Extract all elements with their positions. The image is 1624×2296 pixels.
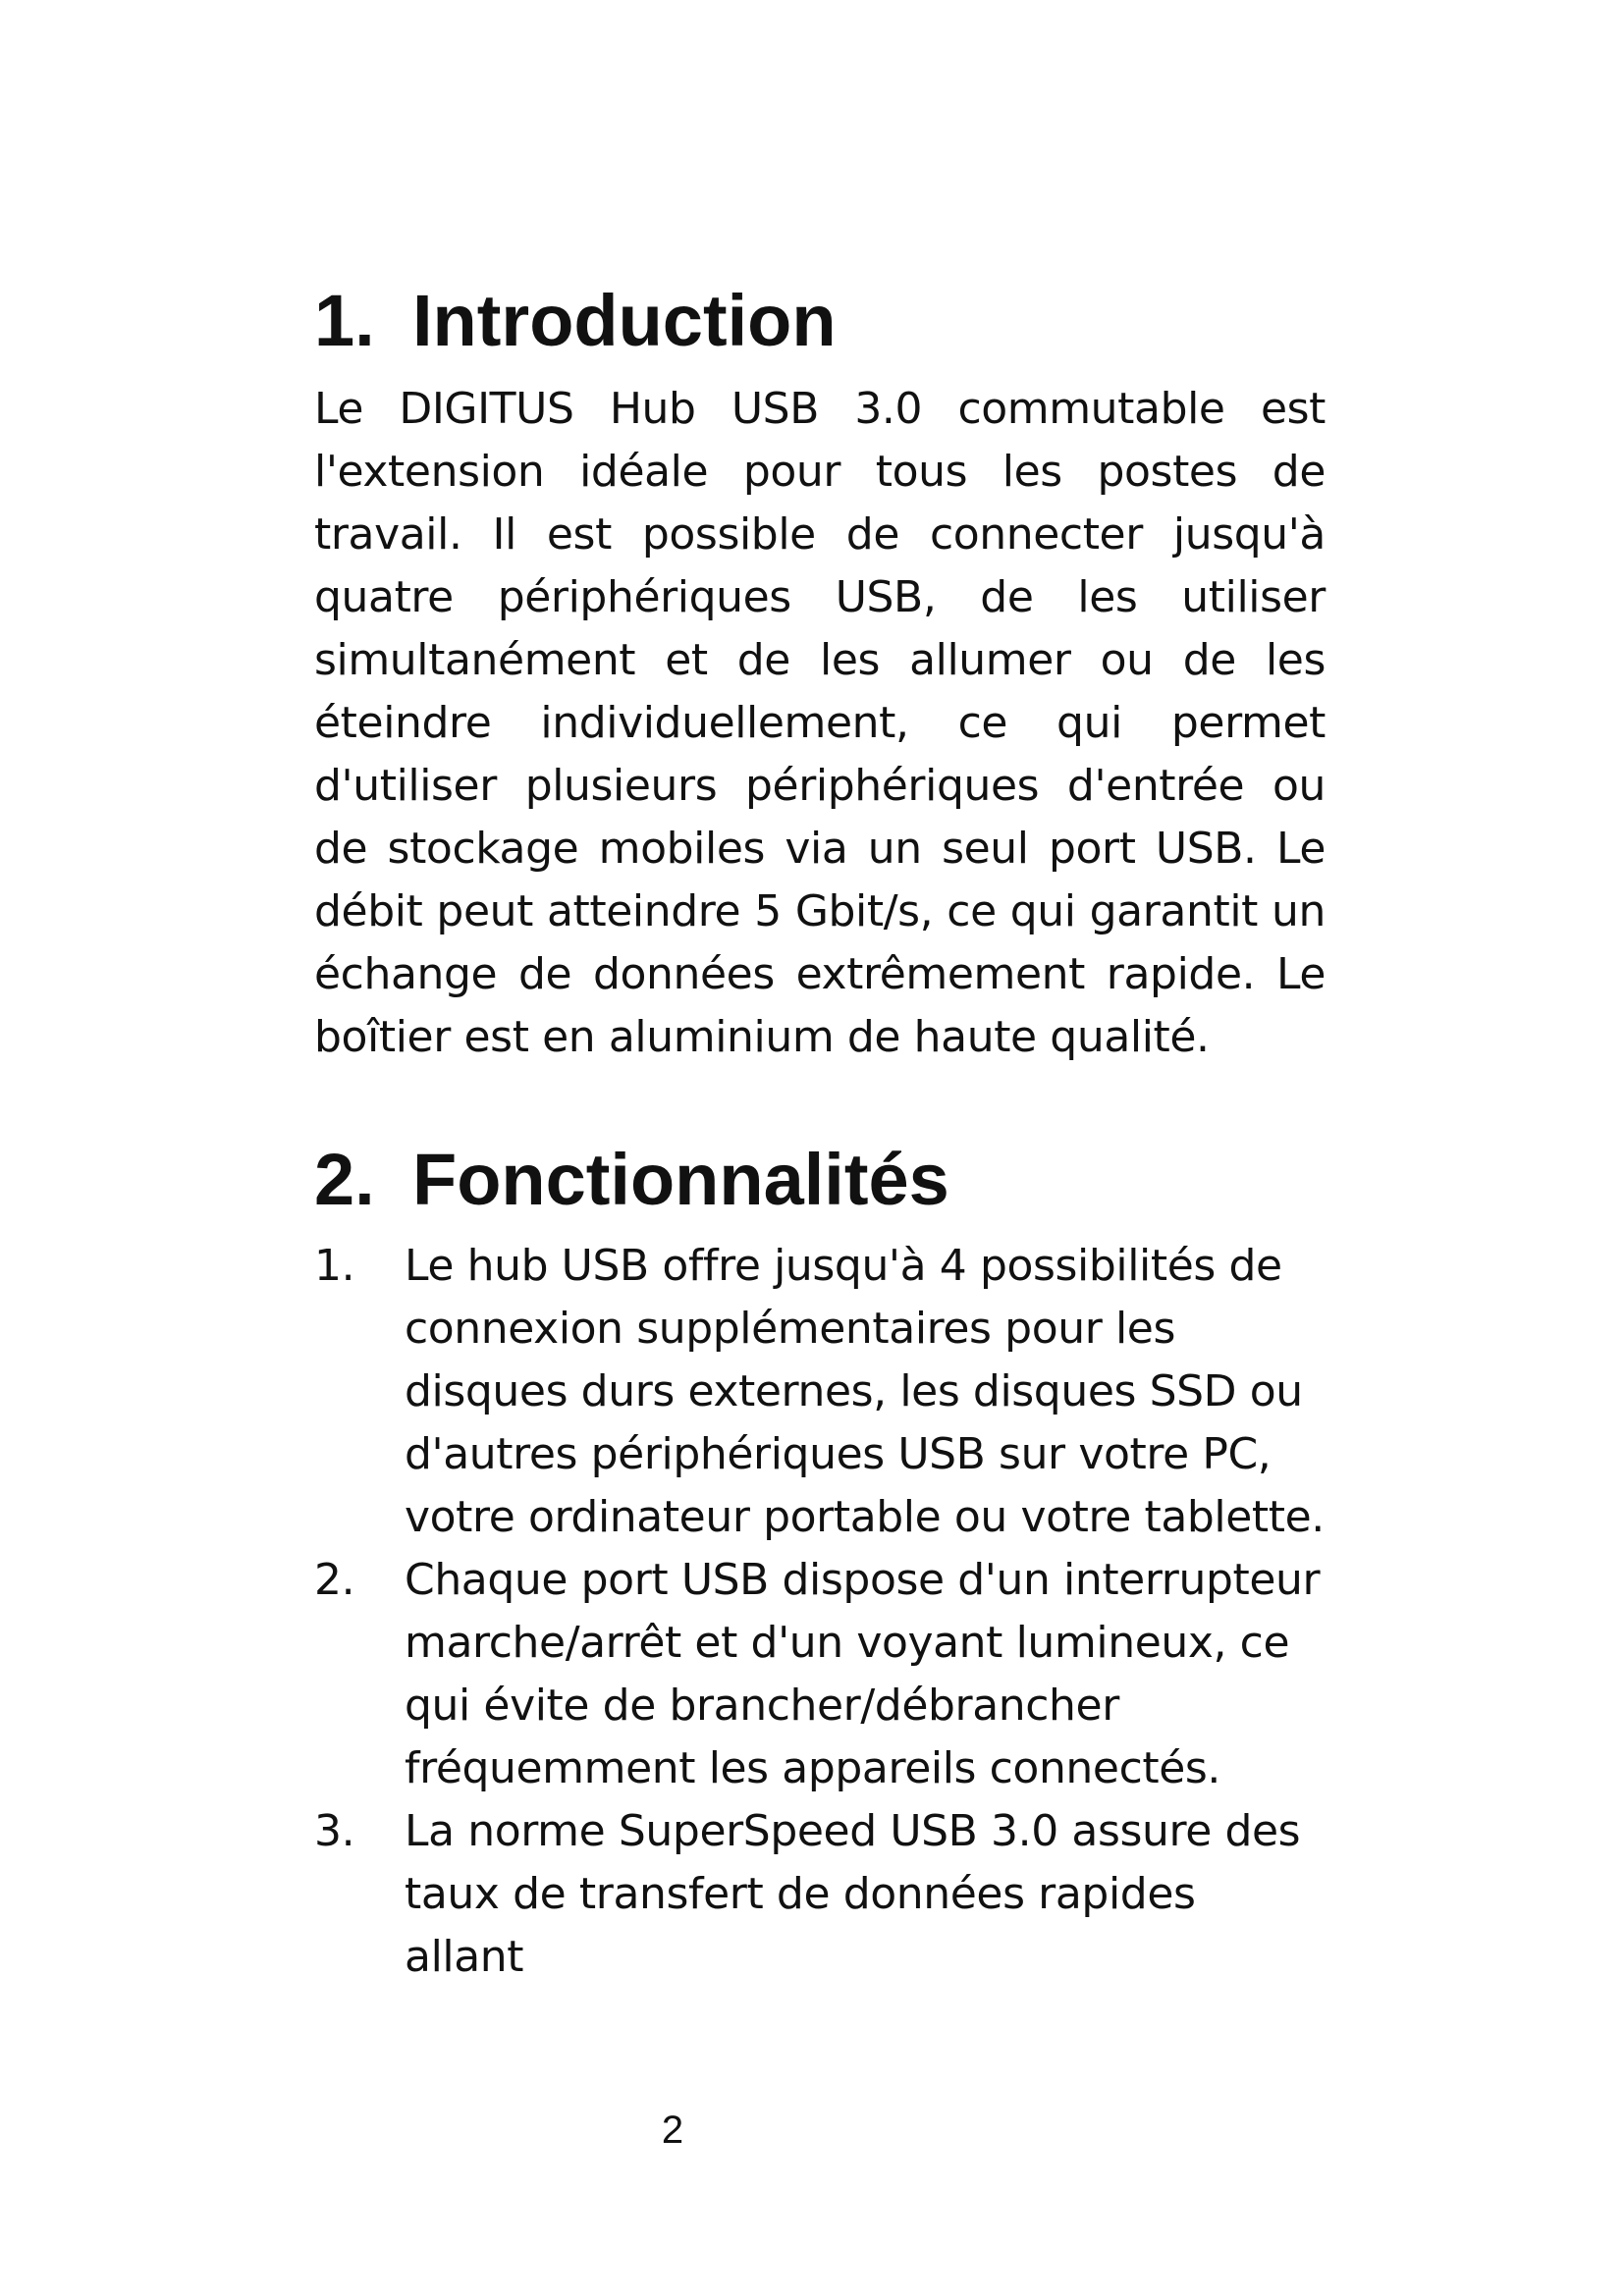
- section-number: 2.: [314, 1139, 375, 1220]
- section-heading-introduction: [314, 280, 837, 361]
- list-item-text: Le hub USB offre jusqu'à 4 possibilités de connexion supplémentaires pour les disques durs externes, les disques SSD ou d'autres périphériques USB sur votre PC, votre ordinateur portable ou votre tablette.: [405, 1241, 1325, 1542]
- document-page: [314, 0, 1326, 2296]
- features-list: [314, 1235, 1326, 1989]
- list-item: [314, 1800, 1326, 1989]
- list-item-number: 3.: [314, 1806, 355, 1856]
- list-item-number: 2.: [314, 1555, 355, 1605]
- section-number: 1.: [314, 280, 375, 361]
- section-title: Introduction: [412, 280, 837, 361]
- list-item: [314, 1235, 1326, 1549]
- list-item-text: Chaque port USB dispose d'un interrupteur marche/arrêt et d'un voyant lumineux, ce qui évite de brancher/débrancher fréquemment les appareils connectés.: [405, 1555, 1321, 1793]
- page-number: 2: [661, 2109, 684, 2152]
- section-title: Fonctionnalités: [412, 1139, 949, 1220]
- list-item: [314, 1549, 1326, 1800]
- section-heading-features: [314, 1139, 949, 1220]
- list-item-text: La norme SuperSpeed USB 3.0 assure des taux de transfert de données rapides allant: [405, 1806, 1301, 1982]
- list-item-number: 1.: [314, 1241, 355, 1291]
- introduction-paragraph: Le DIGITUS Hub USB 3.0 commutable est l'extension idéale pour tous les postes de travail. Il est possible de connecter jusqu'à quatre périphériques USB, de les utiliser simultanément et de les allumer ou de les éteindre individuellement, ce qui permet d'utiliser plusieurs périphériques d'entrée ou de stockage mobiles via un seul port USB. Le débit peut atteindre 5 Gbit/s, ce qui garantit un échange de données extrêmement rapide. Le boîtier est en aluminium de haute qualité.: [314, 384, 1326, 1062]
